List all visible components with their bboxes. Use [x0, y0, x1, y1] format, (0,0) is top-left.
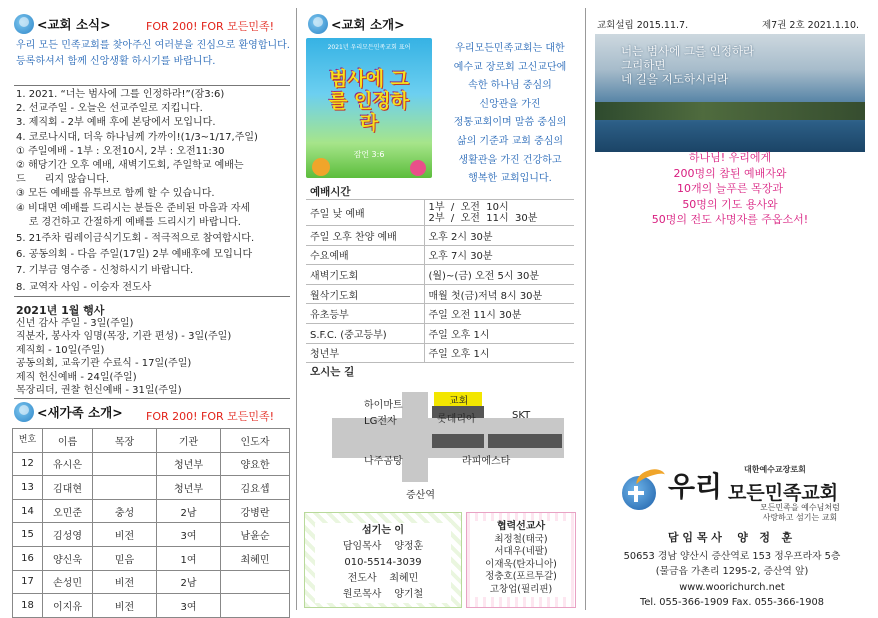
news-item: 드 리지 않습니다. [16, 174, 110, 186]
worship-row [306, 265, 574, 285]
missionaries-card [466, 512, 576, 608]
church-name-big: 우리 [668, 470, 723, 503]
worship-time: 주일 오후 1시 [424, 343, 574, 363]
newcomer-cell: 16 [13, 546, 43, 570]
worship-row [306, 323, 574, 343]
banner-text [621, 44, 754, 86]
worship-time: 주일 오후 1시 [424, 323, 574, 343]
newcomer-row [13, 546, 290, 570]
label-skt: SKT [512, 410, 531, 421]
newcomer-cell: 김대현 [43, 476, 93, 500]
newcomer-cell: 믿음 [93, 546, 157, 570]
newcomer-cell [221, 570, 290, 594]
worship-name: 주일 오후 찬양 예배 [306, 226, 424, 246]
missionaries-title: 협력선교사 [496, 521, 546, 532]
newcomer-cell: 남윤순 [221, 523, 290, 547]
worship-row [306, 304, 574, 324]
missionary: 이재욱(탄자니아) [485, 558, 557, 570]
news-item: 3. 제직회 - 2부 예배 후에 본당에서 모입니다. [16, 117, 216, 129]
directions-title: 오시는 길 [310, 366, 355, 378]
col-number: 번호 [13, 429, 43, 453]
newcomer-row [13, 594, 290, 618]
newcomer-cell: 13 [13, 476, 43, 500]
worship-row [306, 200, 574, 226]
church-globe-icon [14, 14, 34, 34]
tagline-line: 모든민족을 예수님처럼 [760, 503, 840, 512]
banner-line: 너는 범사에 그를 인정하라 [621, 44, 755, 58]
missionary: 고창업(필리핀) [489, 583, 553, 595]
prayer-line: 하나님! 우리에게 [688, 151, 772, 164]
newcomer-cell: 비전 [93, 594, 157, 618]
senior-pastor: 담 임 목 사 양 정 훈 [667, 531, 793, 544]
events-divider [14, 296, 290, 297]
news-item: ① 주일예배 - 1부 : 오전10시, 2부 : 오전11:30 [16, 145, 225, 157]
banner-line: 그리하면 [621, 58, 666, 72]
newcomer-cell: 2남 [157, 499, 221, 523]
column-divider-1 [296, 8, 297, 610]
news-item: ② 해당기간 오후 예배, 새벽기도회, 주일학교 예배는 [16, 160, 244, 172]
worship-time: 매월 첫(금)저녁 8시 30분 [424, 284, 574, 304]
label-najugomtang: 나주곰탕 [364, 456, 403, 467]
prayer-line: 50명의 전도 사명자를 주옵소서! [651, 213, 809, 227]
label-lg: LG전자 [364, 416, 397, 427]
events-title: 2021년 1월 행사 [16, 304, 105, 317]
motto-banner [595, 34, 865, 152]
worship-name: 월삭기도회 [306, 284, 424, 304]
newcomer-cell: 양요한 [221, 452, 290, 476]
newcomer-cell: 청년부 [157, 452, 221, 476]
worship-row [306, 245, 574, 265]
church-globe-icon [14, 402, 34, 422]
intro-line: 속한 하나님 중심의 [468, 80, 552, 92]
events-list [16, 317, 292, 397]
worship-name: 수요예배 [306, 245, 424, 265]
news-item: 1. 2021. “너는 범사에 그를 인정하라!”(잠3:6) [16, 89, 225, 100]
col-guide: 인도자 [221, 429, 290, 453]
worship-title: 예배시간 [310, 186, 351, 198]
newcomer-cell: 15 [13, 523, 43, 547]
intro-header [308, 14, 405, 34]
newcomers-header-row [13, 429, 290, 453]
tagline-line: 사랑하고 섬기는 교회 [762, 513, 838, 522]
missionary: 최정철(태국) [494, 533, 548, 545]
worship-name: 새벽기도회 [306, 265, 424, 285]
intro-line: 예수교 장로회 고신교단에 [453, 61, 567, 73]
poster-ref: 잠언 3:6 [353, 150, 385, 159]
newcomer-cell [221, 594, 290, 618]
newcomer-cell: 충성 [93, 499, 157, 523]
server-role: 담임목사 [342, 541, 382, 552]
worship-row [306, 226, 574, 246]
column-divider-2 [585, 8, 586, 610]
news-item: 로 경건하고 간절하게 예배를 드리시기 바랍니다. [16, 216, 241, 228]
newcomer-cell: 14 [13, 499, 43, 523]
newcomer-cell: 양신욱 [43, 546, 93, 570]
server-name: 최혜민 [389, 573, 419, 584]
intro-line: 행복한 교회입니다. [468, 173, 552, 185]
news-item: 4. 코로나시대, 더욱 하나님께 가까이!(1/3~1/17,주일) [16, 131, 258, 143]
church-contact-block [595, 549, 869, 611]
newcomer-cell: 김요셉 [221, 476, 290, 500]
newcomer-cell: 18 [13, 594, 43, 618]
newcomer-cell: 최혜민 [221, 546, 290, 570]
newcomer-cell [93, 452, 157, 476]
newcomer-cell: 2남 [157, 570, 221, 594]
newcomers-table [12, 428, 290, 618]
news-item: ④ 비대면 예배를 드리시는 분들은 준비된 마음과 자세 [16, 202, 251, 214]
label-church: 교회 [449, 396, 469, 407]
news-item: 2. 선교주일 - 오늘은 선교주일로 지킵니다. [16, 103, 203, 115]
news-item: 8. 교역자 사임 - 이승자 전도사 [16, 281, 152, 293]
prayer-line: 50명의 기도 용사와 [682, 197, 778, 211]
welcome-text: 우리 모든 민족교회를 찾아주신 여러분을 진심으로 환영합니다. 등록하셔서 함께 신앙생활 하시기를 바랍니다. [16, 40, 290, 67]
col-cell-group: 목장 [93, 429, 157, 453]
newcomer-cell: 3여 [157, 594, 221, 618]
intro-line: 정통교회이며 말씀 중심의 [453, 117, 567, 129]
event-item: 제직 헌신예배 - 24일(주일) [16, 371, 137, 383]
issue-volume: 제7권 2호 2021.1.10. [762, 20, 860, 31]
church-globe-icon [308, 14, 328, 34]
worship-name: 주일 낮 예배 [306, 200, 424, 226]
banner-line: 네 길을 지도하시리라 [621, 72, 729, 86]
worship-name: S.F.C. (중고등부) [306, 323, 424, 343]
news-item: 6. 공동의회 - 다음 주일(17일) 2부 예배후에 모입니다 [16, 249, 253, 261]
news-title: <교회 소식> [37, 17, 111, 32]
church-name-rest: 모든민족교회 [728, 482, 839, 504]
building-block [488, 434, 562, 448]
prayer-line: 10개의 늘푸른 목장과 [677, 182, 783, 196]
newcomers-divider [14, 398, 290, 399]
worship-table [306, 199, 574, 363]
col-name: 이름 [43, 429, 93, 453]
address-line: 50653 경남 양산시 증산역로 153 정우프라자 5층 [623, 551, 841, 562]
worship-row [306, 284, 574, 304]
newcomers-slogan: FOR 200! FOR 모든민족! [146, 410, 275, 423]
server-row [315, 571, 451, 587]
label-himart: 하이마트 [364, 400, 403, 411]
newcomer-row [13, 499, 290, 523]
label-jeungsan: 증산역 [406, 490, 435, 501]
newcomer-cell: 12 [13, 452, 43, 476]
newcomer-cell: 이지유 [43, 594, 93, 618]
cross-road [402, 392, 428, 482]
poster-motto: 범사에 그를 인정하라 [328, 68, 410, 134]
poster-top-text: 2021년 우리모든민족교회 표어 [327, 44, 411, 51]
intro-line: 삶의 기준과 교회 중심의 [456, 135, 564, 147]
server-name: 양기철 [394, 589, 424, 600]
newcomer-cell: 3여 [157, 523, 221, 547]
intro-line: 신앙관을 가진 [479, 98, 541, 110]
directions-map [306, 382, 574, 500]
servers-title: 섬기는 이 [361, 525, 405, 536]
servers-card [304, 512, 462, 608]
news-divider [14, 85, 290, 86]
intro-text [438, 40, 582, 189]
newcomer-cell: 청년부 [157, 476, 221, 500]
flower-icon [312, 158, 330, 176]
server-role: 원로목사 [342, 589, 382, 600]
newcomer-cell: 김성영 [43, 523, 93, 547]
newcomer-cell: 손성민 [43, 570, 93, 594]
news-header [14, 14, 111, 34]
worship-time: 1부 / 오전 10시 2부 / 오전 11시 30분 [424, 200, 574, 226]
newcomer-cell: 유시은 [43, 452, 93, 476]
worship-name: 청년부 [306, 343, 424, 363]
server-role: 전도사 [347, 573, 377, 584]
missionary: 정충호(포르투갈) [485, 571, 557, 583]
newcomers-header [14, 402, 123, 422]
label-lotteria: 롯데리아 [437, 414, 476, 425]
prayer-text [595, 150, 865, 228]
event-item: 목장리더, 권찰 헌신예배 - 31일(주일) [16, 385, 182, 397]
newcomer-row [13, 476, 290, 500]
motto-poster [306, 38, 432, 178]
church-tagline [760, 503, 840, 523]
col-department: 기관 [157, 429, 221, 453]
news-list [16, 88, 292, 295]
news-item: 7. 기부금 영수증 - 신청하시기 바랍니다. [16, 265, 194, 277]
address-line: (물금읍 가촌리 1295-2, 증산역 앞) [655, 566, 809, 578]
intro-line: 생활관을 가진 건강하고 [458, 154, 562, 166]
worship-row [306, 343, 574, 363]
server-row [315, 587, 451, 603]
event-item: 직분자, 봉사자 임명(목장, 기관 편성) - 3일(주일) [16, 331, 232, 343]
newcomer-cell: 1여 [157, 546, 221, 570]
intro-line: 우리모든민족교회는 대한 [455, 43, 565, 54]
newcomer-row [13, 452, 290, 476]
newcomer-row [13, 523, 290, 547]
missionary: 서대우(네팔) [494, 546, 548, 558]
server-phone: 010-5514-3039 [344, 557, 422, 568]
founded-date: 교회설립 2015.11.7. [597, 20, 689, 31]
worship-name: 유초등부 [306, 304, 424, 324]
worship-time: (월)~(금) 오전 5시 30분 [424, 265, 574, 285]
server-row [315, 539, 451, 555]
news-slogan: FOR 200! FOR 모든민족! [146, 20, 275, 33]
worship-time: 오후 2시 30분 [424, 226, 574, 246]
news-item: ③ 모든 예배를 유투브로 함께 할 수 있습니다. [16, 188, 215, 200]
news-item: 5. 21주차 림레이금식기도회 - 적극적으로 참여합시다. [16, 233, 255, 245]
newcomers-title: <새가족 소개> [37, 405, 123, 420]
prayer-line: 200명의 참된 예배자와 [673, 166, 787, 180]
newcomer-row [13, 570, 290, 594]
newcomer-cell: 강병란 [221, 499, 290, 523]
newcomer-cell: 17 [13, 570, 43, 594]
mountain-ridge [595, 102, 865, 120]
intro-title: <교회 소개> [331, 17, 405, 32]
building-block [432, 434, 484, 448]
event-item: 제직회 - 10일(주일) [16, 344, 105, 356]
worship-time: 오후 7시 30분 [424, 245, 574, 265]
newcomer-cell [93, 476, 157, 500]
label-raphael: 라피에스타 [462, 456, 511, 467]
church-logo-icon [622, 470, 668, 510]
newcomer-cell: 비전 [93, 523, 157, 547]
newcomer-cell: 오민준 [43, 499, 93, 523]
server-name: 양정훈 [394, 541, 424, 552]
event-item: 신년 감사 주일 - 3일(주일) [16, 318, 134, 329]
phone-fax: Tel. 055-366-1909 Fax. 055-366-1908 [640, 597, 824, 609]
website-link[interactable]: www.woorichurch.net [679, 581, 785, 593]
denomination: 대한예수교장로회 [744, 465, 806, 474]
flower-icon [410, 160, 426, 176]
worship-time: 주일 오전 11시 30분 [424, 304, 574, 324]
newcomer-cell: 비전 [93, 570, 157, 594]
event-item: 공동의회, 교육기관 수료식 - 17일(주일) [16, 358, 192, 370]
